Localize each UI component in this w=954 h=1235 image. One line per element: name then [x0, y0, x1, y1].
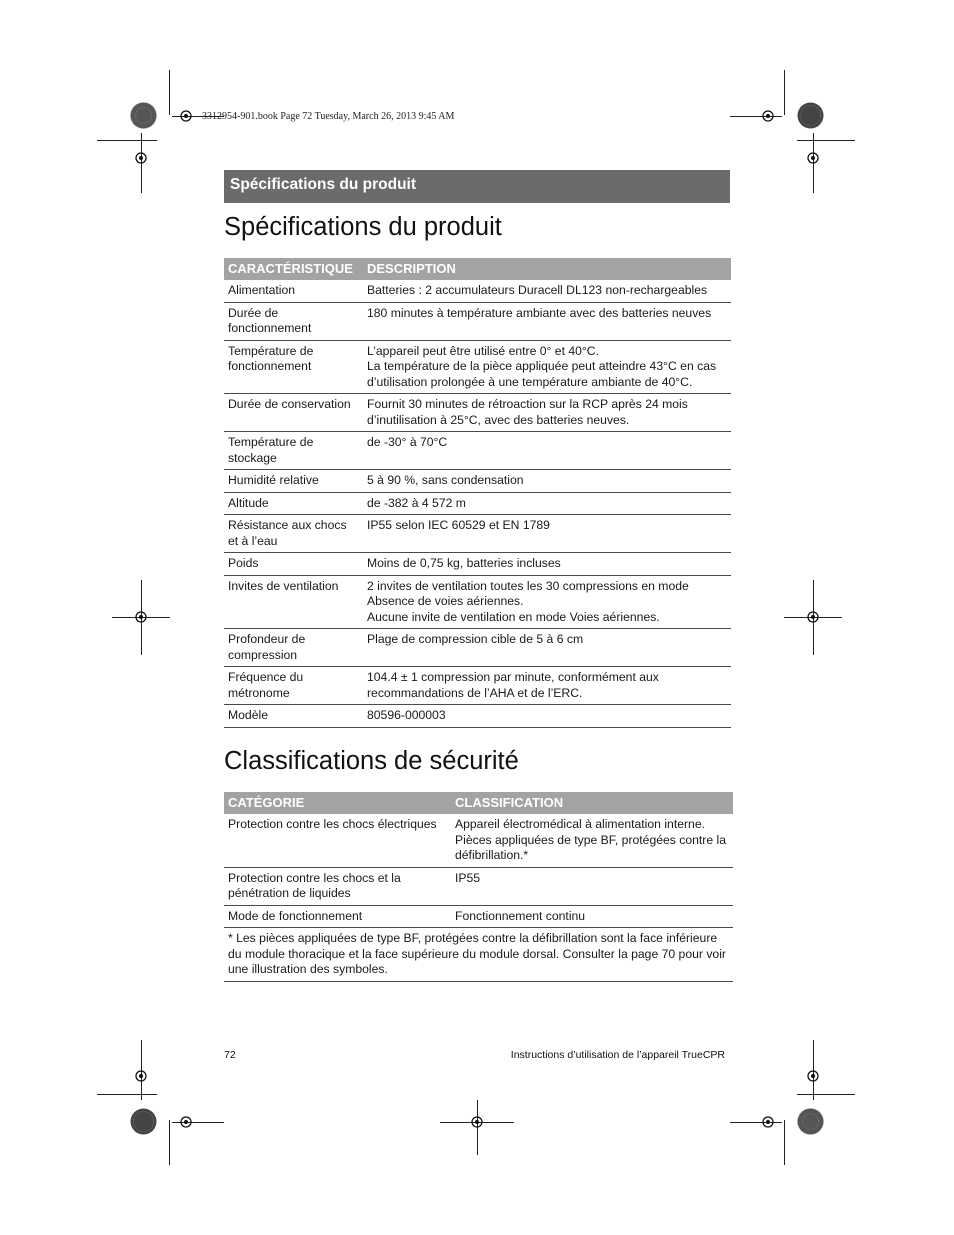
row-value-line: 80596-000003: [367, 708, 446, 722]
table-row: [224, 340, 731, 394]
registration-target-icon: [761, 1115, 775, 1129]
row-value: [363, 705, 731, 728]
column-header-classification: CLASSIFICATION: [451, 792, 733, 814]
row-value-line: La température de la pièce appliquée peut atteindre 43°C en cas d’utilisation prolongée à une température ambiante de 40°C.: [367, 359, 717, 389]
table-footnote: * Les pièces appliquées de type BF, protégées contre la défibrillation sont la face inférieure du module thoracique et la face supérieure du module dorsal. Consulter la page 70 pour voir une illustration des symboles.: [224, 928, 733, 982]
table-row: [224, 867, 733, 905]
row-value-line: Aucune invite de ventilation en mode Voies aériennes.: [367, 609, 660, 624]
table-row: [224, 667, 731, 705]
row-value-line: Pièces appliquées de type BF, protégées contre la défibrillation.*: [455, 832, 727, 862]
table-row: [224, 470, 731, 493]
registration-target-icon: [179, 1115, 193, 1129]
row-value-line: 180 minutes à température ambiante avec des batteries neuves: [367, 305, 712, 320]
table-row: [224, 629, 731, 667]
row-label: Durée de fonctionnement: [224, 302, 363, 340]
table-header-row: [224, 792, 733, 814]
footer-document-title: Instructions d’utilisation de l’appareil TrueCPR: [510, 1049, 725, 1061]
section-title-safety-classifications: Classifications de sécurité: [224, 747, 519, 775]
classifications-table: [224, 792, 733, 982]
row-value-line: Fournit 30 minutes de rétroaction sur la RCP après 24 mois d’inutilisation à 25°C, avec des batteries neuves.: [367, 397, 688, 427]
row-value-line: Batteries : 2 accumulateurs Duracell DL123 non-rechargeables: [367, 283, 708, 297]
column-header-feature: CARACTÉRISTIQUE: [224, 258, 363, 280]
classifications-table-body: [224, 814, 733, 981]
row-value-line: IP55 selon IEC 60529 et EN 1789: [367, 518, 550, 532]
table-row: [224, 905, 733, 928]
color-registration-disc-icon: [130, 102, 157, 129]
registration-target-icon: [806, 1069, 820, 1083]
row-label: Modèle: [224, 705, 363, 728]
row-value-line: Moins de 0,75 kg, batteries incluses: [367, 556, 561, 570]
row-value: [363, 340, 731, 394]
row-value: [363, 280, 731, 302]
table-row: [224, 302, 731, 340]
row-value-line: Plage de compression cible de 5 à 6 cm: [367, 632, 584, 646]
row-value-line: Appareil électromédical à alimentation interne.: [455, 817, 705, 831]
registration-target-icon: [470, 1115, 484, 1129]
specifications-table: [224, 258, 731, 728]
specifications-table-body: [224, 280, 731, 727]
table-row: [224, 814, 733, 867]
row-value-line: de -382 à 4 572 m: [367, 495, 466, 510]
color-registration-disc-icon: [797, 1108, 824, 1135]
row-value: [363, 575, 731, 629]
table-row: [224, 553, 731, 576]
table-row: [224, 515, 731, 553]
print-slug-line: 3312954-901.book Page 72 Tuesday, March 26, 2013 9:45 AM: [202, 111, 455, 122]
table-row: [224, 705, 731, 728]
row-label: Fréquence du métronome: [224, 667, 363, 705]
row-label: Invites de ventilation: [224, 575, 363, 629]
row-value-line: 104.4 ± 1 compression par minute, conformément aux recommandations de l’AHA et de l’ERC.: [367, 670, 659, 700]
row-label: Mode de fonctionnement: [224, 905, 451, 928]
registration-target-icon: [761, 109, 775, 123]
table-header-row: [224, 258, 731, 280]
row-label: Poids: [224, 553, 363, 576]
registration-target-icon: [134, 1069, 148, 1083]
column-header-category: CATÉGORIE: [224, 792, 451, 814]
registration-target-icon: [134, 151, 148, 165]
table-row: [224, 394, 731, 432]
row-label: Altitude: [224, 492, 363, 515]
table-row: [224, 575, 731, 629]
row-value: [363, 553, 731, 576]
registration-target-icon: [806, 151, 820, 165]
registration-target-icon: [179, 109, 193, 123]
row-label: Humidité relative: [224, 470, 363, 493]
table-row: [224, 492, 731, 515]
row-value: [363, 667, 731, 705]
row-label: Résistance aux chocs et à l’eau: [224, 515, 363, 553]
row-label: Protection contre les chocs électriques: [224, 814, 451, 867]
color-registration-disc-icon: [797, 102, 824, 129]
column-header-description: DESCRIPTION: [363, 258, 731, 280]
footnote-row: [224, 928, 733, 982]
row-value: [363, 470, 731, 493]
row-label: Protection contre les chocs et la pénétration de liquides: [224, 867, 451, 905]
row-value-line: 2 invites de ventilation toutes les 30 compressions en mode Absence de voies aériennes.: [367, 578, 689, 608]
row-value: [363, 515, 731, 553]
row-value: [451, 905, 733, 928]
row-value-line: Fonctionnement continu: [455, 908, 586, 923]
row-value: [451, 867, 733, 905]
row-value: [363, 432, 731, 470]
row-value-line: de -30° à 70°C: [367, 435, 448, 449]
row-value-line: L’appareil peut être utilisé entre 0° et 40°C.: [367, 343, 599, 358]
running-header-bar: Spécifications du produit: [224, 170, 730, 203]
row-value: [363, 302, 731, 340]
table-row: [224, 280, 731, 302]
row-value: [451, 814, 733, 867]
row-label: Température de fonctionnement: [224, 340, 363, 394]
registration-target-icon: [806, 610, 820, 624]
row-label: Profondeur de compression: [224, 629, 363, 667]
row-value: [363, 492, 731, 515]
row-label: Alimentation: [224, 280, 363, 302]
row-value: [363, 629, 731, 667]
color-registration-disc-icon: [130, 1108, 157, 1135]
section-title-specifications: Spécifications du produit: [224, 213, 502, 241]
table-row: [224, 432, 731, 470]
page-number: 72: [224, 1049, 236, 1061]
row-value-line: IP55: [455, 870, 481, 885]
row-label: Durée de conservation: [224, 394, 363, 432]
registration-target-icon: [134, 610, 148, 624]
row-label: Température de stockage: [224, 432, 363, 470]
row-value: [363, 394, 731, 432]
row-value-line: 5 à 90 %, sans condensation: [367, 473, 524, 487]
